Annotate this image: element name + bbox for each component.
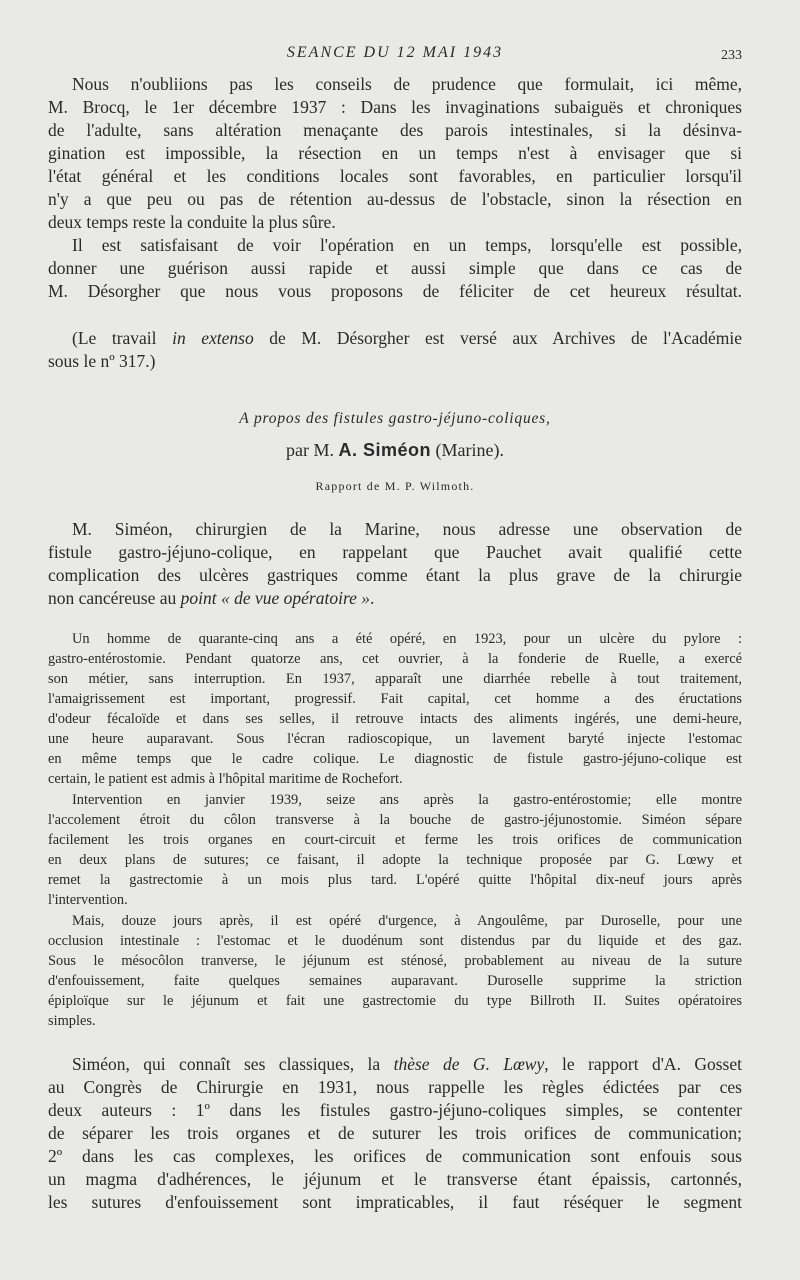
text-line: 2º dans les cas complexes, les orifices de communication sont enfouis sous [48, 1146, 742, 1166]
text-line: facilement les trois organes en court-circuit et ferme les trois orifices de communication [48, 832, 742, 848]
text-line: Siméon, qui connaît ses classiques, la thèse de G. Lœwy, le rapport d'A. Gosset [72, 1054, 742, 1074]
text-line: une heure auparavant. Sous l'écran radioscopique, un lavement baryté injecte l'estomac [48, 731, 742, 747]
text-line: Sous le mésocôlon tranverse, le jéjunum est sténosé, probablement au niveau de la suture [48, 953, 742, 969]
text-line: n'y a que peu ou pas de rétention au-dessus de l'obstacle, sinon la résection en [48, 189, 742, 209]
text-line: en deux plans de sutures; ce faisant, il adopte la technique proposée par G. Lœwy et [48, 852, 742, 868]
text-line: sous le nº 317.) [48, 351, 156, 371]
text-line: remet la gastrectomie à un mois plus tard. L'opéré quitte l'hôpital dix-neuf jours après [48, 872, 742, 888]
report-attribution: Rapport de M. P. Wilmoth. [315, 479, 475, 493]
text-line: deux temps reste la conduite la plus sûre. [48, 212, 336, 232]
text-line: d'odeur fécaloïde et dans ses selles, il retrouve intacts des aliments ingérés, une demi-heure, [48, 711, 742, 727]
text-line: simples. [48, 1013, 96, 1029]
text-line: non cancéreuse au point « de vue opératoire ». [48, 588, 375, 608]
text-line: (Le travail in extenso de M. Désorgher est versé aux Archives de l'Académie [72, 328, 743, 348]
text-line: M. Désorgher que nous vous proposons de féliciter de cet heureux résultat. [48, 281, 742, 301]
text-line: l'accolement étroit du côlon transverse à la bouche de gastro-jéjunostomie. Siméon sépare [48, 812, 742, 828]
page-header [48, 44, 742, 68]
text-line: un magma d'adhérences, le jéjunum et le transverse étant épaissis, cartonnés, [48, 1169, 742, 1189]
text-line: Il est satisfaisant de voir l'opération en un temps, lorsqu'elle est possible, [72, 235, 742, 255]
page-number: 233 [721, 48, 742, 63]
text-line: en même temps que le cadre colique. Le diagnostic de fistule gastro-jéjuno-colique est [48, 751, 742, 767]
text-line: Nous n'oubliions pas les conseils de prudence que formulait, ici même, [72, 74, 742, 94]
text-line: l'intervention. [48, 892, 128, 908]
text-line: occlusion intestinale : l'estomac et le duodénum sont distendus par du liquide et des gaz. [48, 933, 742, 949]
text-line: Mais, douze jours après, il est opéré d'urgence, à Angoulême, par Duroselle, pour une [72, 913, 742, 929]
text-line: son métier, sans interruption. En 1937, apparaît une diarrhée rebelle à tout traitement, [48, 671, 742, 687]
text-line: Un homme de quarante-cinq ans a été opéré, en 1923, pour un ulcère du pylore : [72, 631, 742, 647]
text-line: Intervention en janvier 1939, seize ans après la gastro-entérostomie; elle montre [72, 792, 742, 808]
text-line: de séparer les trois organes et de suturer les trois orifices de communication; [48, 1123, 742, 1143]
text-line: deux auteurs : 1º dans les fistules gastro-jéjuno-coliques simples, se contenter [48, 1100, 742, 1120]
text-line: M. Siméon, chirurgien de la Marine, nous adresse une observation de [72, 519, 742, 539]
article-byline: par M. A. Siméon (Marine). [286, 440, 504, 460]
text-line: gastro-entérostomie. Pendant quatorze ans, cet ouvrier, à la fonderie de Ruelle, a exercé [48, 651, 742, 667]
text-line: l'état général et les conditions locales sont favorables, en particulier lorsqu'il [48, 166, 742, 186]
running-head: SEANCE DU 12 MAI 1943 [286, 44, 504, 61]
text-line: certain, le patient est admis à l'hôpital maritime de Rochefort. [48, 771, 403, 787]
text-line: épiploïque sur le jéjunum et fait une gastrectomie du type Billroth II. Suites opératoires [48, 993, 742, 1009]
text-line: les sutures d'enfouissement sont impraticables, il faut réséquer le segment [48, 1192, 742, 1212]
text-line: au Congrès de Chirurgie en 1931, nous rappelle les règles édictées par ces [48, 1077, 742, 1097]
text-line: gination est impossible, la résection en un temps n'est à envisager que si [48, 143, 742, 163]
text-line: de l'adulte, sans altération menaçante des parois intestinales, si la désinva- [48, 120, 742, 140]
text-line: fistule gastro-jéjuno-colique, en rappelant que Pauchet avait qualifié cette [48, 542, 742, 562]
text-line: l'amaigrissement est important, progressif. Fait capital, cet homme a des éructations [48, 691, 742, 707]
text-line: complication des ulcères gastriques comme étant la plus grave de la chirurgie [48, 565, 742, 585]
article-title: A propos des fistules gastro-jéjuno-coliques, [239, 410, 551, 427]
text-line: M. Brocq, le 1er décembre 1937 : Dans les invaginations subaiguës et chroniques [48, 97, 742, 117]
text-line: d'enfouissement, faite quelques semaines auparavant. Duroselle supprime la striction [48, 973, 742, 989]
text-line: donner une guérison aussi rapide et aussi simple que dans ce cas de [48, 258, 742, 278]
